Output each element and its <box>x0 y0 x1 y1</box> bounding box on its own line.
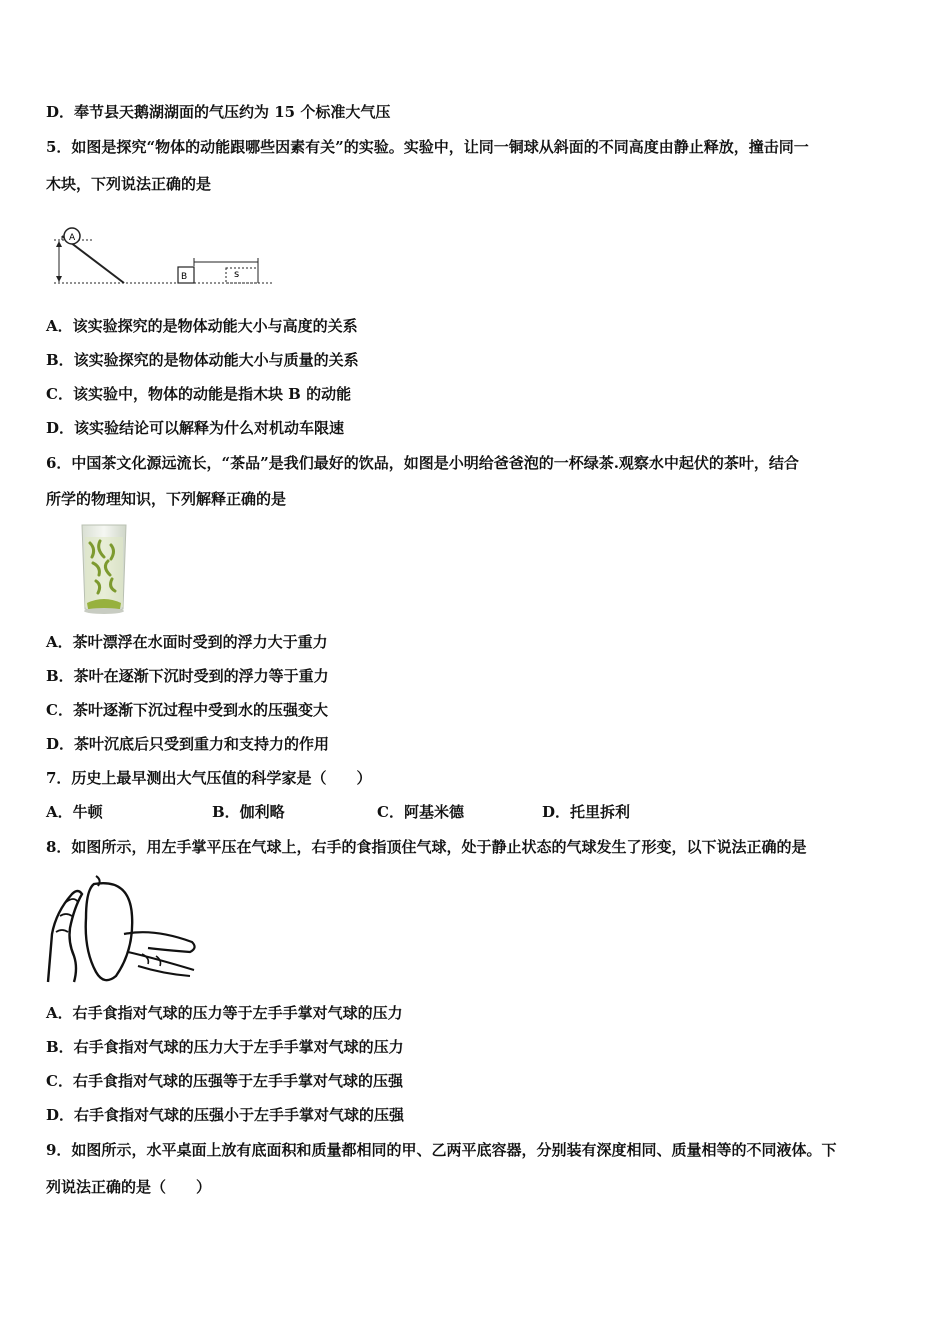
q7-option-a: A．牛顿 <box>46 803 103 821</box>
balloon-hands-figure <box>44 872 202 988</box>
q6-option-a: A．茶叶漂浮在水面时受到的浮力大于重力 <box>46 633 328 651</box>
green-tea-glass-image <box>78 523 130 615</box>
q8-option-d: D．右手食指对气球的压强小于左手手掌对气球的压强 <box>46 1106 405 1124</box>
q5-option-d: D．该实验结论可以解释为什么对机动车限速 <box>46 419 345 437</box>
right-index-finger <box>124 932 195 952</box>
q8-stem: 8．如图所示，用左手掌平压在气球上，右手的食指顶住气球，处于静止状态的气球发生了形变，以下说法正确的是 <box>46 838 807 856</box>
q6-stem-line2: 所学的物理知识，下列解释正确的是 <box>46 490 287 508</box>
q5-stem-line1: 5．如图是探究“物体的动能跟哪些因素有关”的实验。实验中，让同一铜球从斜面的不同高度由静止释放，撞击同一 <box>46 138 809 156</box>
q6-option-c: C．茶叶逐渐下沉过程中受到水的压强变大 <box>46 701 328 719</box>
q5-option-b: B．该实验探究的是物体动能大小与质量的关系 <box>46 351 359 369</box>
balloon <box>86 883 132 980</box>
block-label: B <box>181 272 188 282</box>
q8-option-b: B．右手食指对气球的压力大于左手手掌对气球的压力 <box>46 1038 404 1056</box>
q8-option-a: A．右手食指对气球的压力等于左手手掌对气球的压力 <box>46 1004 403 1022</box>
incline-experiment-figure <box>50 222 276 288</box>
moved-block-outline <box>226 268 258 283</box>
q7-stem: 7．历史上最早测出大气压值的科学家是（ ） <box>46 769 372 787</box>
q6-option-b: B．茶叶在逐渐下沉时受到的浮力等于重力 <box>46 667 329 685</box>
left-hand <box>48 891 82 982</box>
q9-stem-line2: 列说法正确的是（ ） <box>46 1178 212 1196</box>
q6-stem-line1: 6．中国茶文化源远流长，“茶品”是我们最好的饮品，如图是小明给爸爸泡的一杯绿茶.观察水中起伏的茶叶，结合 <box>46 454 799 472</box>
q9-stem-line1: 9．如图所示，水平桌面上放有底面积和质量都相同的甲、乙两平底容器，分别装有深度相同、质量相等的不同液体。下 <box>46 1141 837 1159</box>
q7-option-d: D．托里拆利 <box>542 803 631 821</box>
q4-option-d: D．奉节县天鹅湖湖面的气压约为 15 个标准大气压 <box>46 103 391 121</box>
distance-label: s <box>234 269 240 280</box>
q5-stem-line2: 木块，下列说法正确的是 <box>46 175 212 193</box>
ball-label: A <box>69 233 76 243</box>
q7-option-c: C．阿基米德 <box>377 803 464 821</box>
q5-option-a: A．该实验探究的是物体动能大小与高度的关系 <box>46 317 358 335</box>
q8-option-c: C．右手食指对气球的压强等于左手手掌对气球的压强 <box>46 1072 403 1090</box>
q5-option-c: C．该实验中，物体的动能是指木块 B 的动能 <box>46 385 352 403</box>
q7-option-b: B．伽利略 <box>212 803 285 821</box>
q6-option-d: D．茶叶沉底后只受到重力和支持力的作用 <box>46 735 330 753</box>
